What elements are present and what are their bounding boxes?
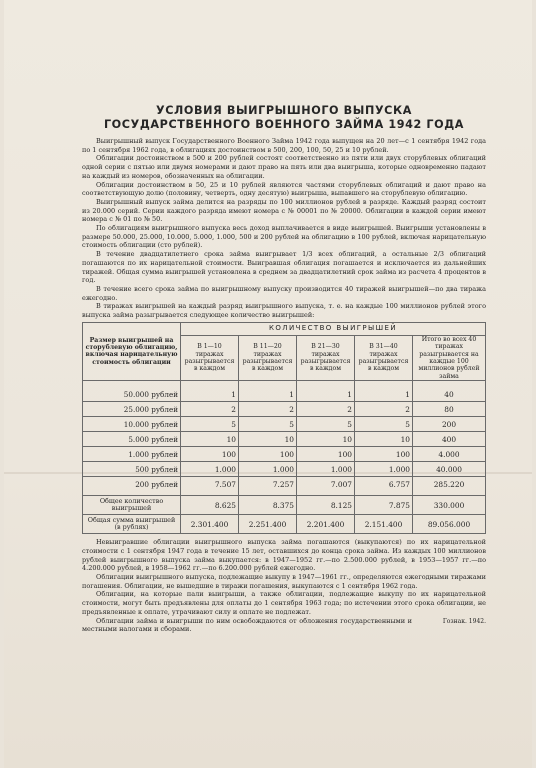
table-cell: 10 bbox=[181, 432, 239, 447]
table-cell: 285.220 bbox=[413, 477, 486, 496]
table-cell: 2.201.400 bbox=[297, 515, 355, 534]
paragraph: В течение двадцатилетнего срока займа выигрывает 1/3 всех облигаций, а остальные 2/3 облигаций погашаются по их нарицательной стоимости. Выигравшая облигация погашается и исключается из дальнейших тиражей. Общая сумма выигрышей установлена в среднем за двадцатилетний срок займа из расчета 4 процентов в год. bbox=[82, 250, 486, 285]
table-cell: 1.000 bbox=[297, 462, 355, 477]
table-cell: 100 bbox=[181, 447, 239, 462]
table-cell: 1.000 bbox=[181, 462, 239, 477]
table-cell: 1 bbox=[181, 381, 239, 402]
table-cell: 5 bbox=[181, 417, 239, 432]
table-cell: 7.507 bbox=[181, 477, 239, 496]
table-cell: 100 bbox=[239, 447, 297, 462]
table-cell: 8.375 bbox=[239, 496, 297, 515]
column-header: В 1—10 тиражах разыгрывается в каждом bbox=[181, 335, 239, 380]
value-rows bbox=[83, 381, 486, 496]
table-cell: 5 bbox=[297, 417, 355, 432]
paragraph: В тиражах выигрышей на каждый разряд выигрышного выпуска, т. е. на каждые 100 миллионов рублей этого выпуска займа разыгрывается следующее количество выигрышей: bbox=[82, 302, 486, 320]
table-cell: 89.056.000 bbox=[413, 515, 486, 534]
size-header: Размер выигрышей на сторублевую облигацию, включая нарицательную стоимость облигации bbox=[83, 322, 181, 380]
table-row bbox=[83, 447, 486, 462]
table-row bbox=[83, 462, 486, 477]
table-cell: 330.000 bbox=[413, 496, 486, 515]
table-cell: 5 bbox=[239, 417, 297, 432]
group-header: КОЛИЧЕСТВО ВЫИГРЫШЕЙ bbox=[181, 322, 486, 335]
table-cell: 8.125 bbox=[297, 496, 355, 515]
table-cell: 1 bbox=[239, 381, 297, 402]
table-cell: 5 bbox=[355, 417, 413, 432]
footer bbox=[82, 617, 486, 634]
table-cell: 10 bbox=[297, 432, 355, 447]
paragraph: Облигации выигрышного выпуска, подлежащие выкупу в 1947—1961 гг., определяются ежегодными тиражами погашения. Облигации, не вышедшие в тиражи погашения, выкупаются с 1 сентября 1962 года. bbox=[82, 573, 486, 590]
column-header: В 21—30 тиражах разыгрывается в каждом bbox=[297, 335, 355, 380]
table-cell: 2.151.400 bbox=[355, 515, 413, 534]
paragraph: Облигации, на которые пали выигрыши, а также облигации, подлежащие выкупу по их нарицательной стоимости, могут быть предъявлены для оплаты до 1 сентября 1963 года; по истечении этого срока облигации, не предъявленные к оплате, утрачивают силу и оплате не подлежат. bbox=[82, 590, 486, 616]
final-paragraph: Облигации займа и выигрыши по ним освобождаются от обложения государственными и местными налогами и сборами. bbox=[82, 616, 412, 634]
table-cell: 1.000 bbox=[239, 462, 297, 477]
prize-size-label: 200 рублей bbox=[83, 477, 181, 496]
prize-size-label: 50.000 рублей bbox=[83, 381, 181, 402]
table-cell: 6.757 bbox=[355, 477, 413, 496]
table-cell: 2 bbox=[355, 402, 413, 417]
column-header: В 31—40 тиражах разыгрывается в каждом bbox=[355, 335, 413, 380]
table-cell: 7.007 bbox=[297, 477, 355, 496]
document-sheet bbox=[4, 0, 532, 768]
table-cell: 8.625 bbox=[181, 496, 239, 515]
title-line-2: ГОСУДАРСТВЕННОГО ВОЕННОГО ЗАЙМА 1942 ГОДА bbox=[103, 118, 465, 131]
printer-imprint: Гознак. 1942. bbox=[442, 617, 486, 625]
table-cell: 400 bbox=[413, 432, 486, 447]
paragraph: Выигрышный выпуск Государственного Военного Займа 1942 года выпущен на 20 лет—с 1 сентября 1942 года по 1 сентября 1962 года, в облигациях достоинством в 500, 200, 100, 50, 25 и 10 рублей. bbox=[82, 137, 486, 154]
table-cell: 2.251.400 bbox=[239, 515, 297, 534]
paragraph: По облигациям выигрышного выпуска весь доход выплачивается в виде выигрышей. Выигрыши установлены в размере 50.000, 25.000, 10.000, 5.000, 1.000, 500 и 200 рублей на облигацию в 100 рублей, включая нарицательную стоимость облигации (сто рублей). bbox=[82, 224, 486, 250]
table-cell: 1 bbox=[297, 381, 355, 402]
table-cell: 7.257 bbox=[239, 477, 297, 496]
prize-size-label: 500 рублей bbox=[83, 462, 181, 477]
table-cell: 10 bbox=[239, 432, 297, 447]
prize-size-label: 1.000 рублей bbox=[83, 447, 181, 462]
total-sum-row bbox=[83, 515, 486, 534]
title-line-1: УСЛОВИЯ ВЫИГРЫШНОГО ВЫПУСКА bbox=[156, 104, 412, 117]
table-cell: 100 bbox=[355, 447, 413, 462]
column-header: Итого во всех 40 тиражах разыгрывается на каждые 100 миллионов рублей займа bbox=[413, 335, 486, 380]
paragraph: Облигации достоинством в 500 и 200 рублей состоят соответственно из пяти или двух сторублевых облигаций одной серии с пятью или двумя номерами и дают право на пять или два выигрыша, которые одновременно падают на каждый из номеров, обозначенных на облигации. bbox=[82, 154, 486, 180]
table-row bbox=[83, 417, 486, 432]
table-cell: 2 bbox=[297, 402, 355, 417]
table-cell: 4.000 bbox=[413, 447, 486, 462]
table-cell: 10 bbox=[355, 432, 413, 447]
table-cell: 80 bbox=[413, 402, 486, 417]
winnings-table bbox=[82, 322, 486, 534]
table-cell: 40.000 bbox=[413, 462, 486, 477]
column-header: В 11—20 тиражах разыгрывается в каждом bbox=[239, 335, 297, 380]
table-cell: 1 bbox=[355, 381, 413, 402]
document-body bbox=[82, 104, 486, 634]
prize-size-label: 10.000 рублей bbox=[83, 417, 181, 432]
prize-size-label: 5.000 рублей bbox=[83, 432, 181, 447]
table-row bbox=[83, 402, 486, 417]
table-row bbox=[83, 432, 486, 447]
table-cell: 2 bbox=[239, 402, 297, 417]
total-count-label: Общее количество выигрышей bbox=[83, 496, 181, 515]
table-cell: 1.000 bbox=[355, 462, 413, 477]
table-cell: 2.301.400 bbox=[181, 515, 239, 534]
table-row bbox=[83, 477, 486, 496]
paragraph: В течение всего срока займа по выигрышному выпуску производится 40 тиражей выигрышей—по два тиража ежегодно. bbox=[82, 284, 486, 302]
paragraph: Невыигравшие облигации выигрышного выпуска займа погашаются (выкупаются) по их нарицательной стоимости с 1 сентября 1947 года в течение 15 лет, оставшихся до конца срока займа. Из каждых 100 миллионов рублей выигрышного выпуска займа выкупается: в 1947—1952 гг.—по 2.500.000 рублей, в 1953—1957 гг.—по 4.200.000 рублей, в 1958—1962 гг.—по 6.200.000 рублей ежегодно. bbox=[82, 538, 486, 573]
prize-size-label: 25.000 рублей bbox=[83, 402, 181, 417]
total-sum-label: Общая сумма выигрышей (в рублях) bbox=[83, 515, 181, 534]
paragraph: Облигации достоинством в 50, 25 и 10 рублей являются частями сторублевых облигаций и дают право на соответствующую долю (половину, четверть, одну десятую) выигрыша, выпавшего на сторублевую облигацию. bbox=[82, 180, 486, 198]
table-cell: 200 bbox=[413, 417, 486, 432]
table-row bbox=[83, 381, 486, 402]
table-cell: 100 bbox=[297, 447, 355, 462]
table-cell: 7.875 bbox=[355, 496, 413, 515]
total-count-row bbox=[83, 496, 486, 515]
table-cell: 2 bbox=[181, 402, 239, 417]
paragraph: Выигрышный выпуск займа делится на разряды по 100 миллионов рублей в разряде. Каждый разряд состоит из 20.000 серий. Серии каждого разряда имеют номера с № 00001 по № 20000. Облигации в каждой серии имеют номера с № 01 по № 50. bbox=[82, 197, 486, 224]
table-cell: 40 bbox=[413, 381, 486, 402]
